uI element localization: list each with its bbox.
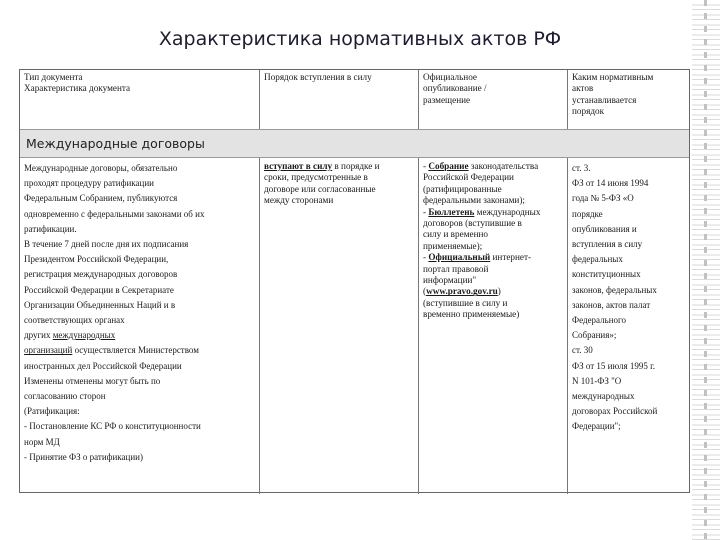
text-span: ) [497,286,501,297]
link-sobranie[interactable]: Собрание [428,161,469,171]
text-line: Собрания»; [572,330,617,341]
text-line: иностранных дел Российской Федерации [24,360,182,371]
cell-entry-force [260,159,418,493]
text-line: договорах Российской [572,406,658,417]
text-span: ( [423,286,427,297]
text-line: вступления в силу [572,239,643,250]
text-line [423,252,563,263]
text-line: временно применяемые) [423,309,520,320]
text-line: Федерации"; [572,421,621,432]
text-line: применяемые); [423,240,483,251]
text-span: - [423,206,429,217]
text-line: сроки, предусмотренные в [264,172,368,183]
text-line: N 101-ФЗ "О [572,375,622,386]
section-band [20,129,689,158]
text-line: законов, федеральных [572,284,657,295]
text-line: ст. 30 [572,345,593,356]
text-line: федеральными законами); [423,195,525,206]
link-bulletin[interactable]: Бюллетень [428,206,475,217]
link-official-portal[interactable]: Официальный [428,252,491,263]
text-line: Организации Объединенных Наций и в [24,299,176,310]
text-line: конституционных [572,269,641,280]
header-text: Тип документа [24,72,83,82]
text-line: между сторонами [264,195,334,206]
torn-paper-edge [692,0,720,540]
header-type [20,70,259,129]
text-span: интернет- [490,252,532,263]
header-text: Официальное [423,72,477,82]
text-line: порядке [572,208,603,219]
header-text: размещение [423,94,471,105]
section-title: Международные договоры [26,136,205,151]
text-line: ратификации. [24,223,77,234]
text-line: портал правовой [423,263,489,274]
header-entry-force [260,70,418,129]
text-line [264,161,414,172]
header-text: Каким нормативным [572,72,654,82]
text-line: законов, актов палат [572,299,651,310]
cell-publication [419,159,567,493]
text-line: Российской Федерации [423,172,514,183]
text-span: - [423,161,429,171]
text-line: ФЗ от 14 июня 1994 [572,178,649,189]
text-line: Изменены отменены могут быть по [24,375,161,386]
text-line: договоре или согласованные [264,183,376,194]
text-line: Президентом Российской Федерации, [24,254,169,265]
text-line: (вступившие в силу и [423,297,508,308]
text-line: соответствующих органах [24,315,125,326]
text-line: (Ратификация: [24,406,80,417]
text-line: В течение 7 дней после дня их подписания [24,239,189,250]
text-line: ст. 3. [572,163,591,173]
text-line: проходят процедуру ратификации [24,178,154,189]
acts-table [19,69,690,493]
text-line: договоров (вступившие в [423,218,522,229]
text-line: информации" [423,275,477,286]
header-text: порядок [572,106,605,117]
header-procedure [568,70,689,129]
text-line: силу и временно [423,229,489,240]
text-line: - Принятие ФЗ о ратификации) [24,451,143,462]
header-text: Порядок вступления в силу [264,72,372,82]
text-line: Международные договоры, обязательно [24,163,178,173]
link-organizations[interactable]: организаций [24,345,73,356]
header-text: актов [572,83,594,94]
text-span: других [24,330,53,341]
page-title: Характеристика нормативных актов РФ [158,28,562,50]
text-line: федеральных [572,254,623,265]
text-line: согласованию сторон [24,391,106,402]
text-line: - Постановление КС РФ о конституционности [24,421,201,432]
text-span: в порядке и [332,161,380,171]
cell-procedure [568,159,689,493]
text-line [423,161,563,172]
text-line: одновременно с федеральными законами об их [24,208,205,219]
header-text: устанавливается [572,94,637,105]
text-line: (ратифицированные [423,183,502,194]
text-line: опубликования и [572,223,637,234]
cell-description [20,159,259,493]
text-line: международных [572,391,635,402]
text-line: норм МД [24,436,60,447]
text-span: законодательства [468,161,539,171]
text-line: регистрация международных договоров [24,269,178,280]
text-line: ФЗ от 15 июля 1995 г. [572,360,656,371]
text-line: Федеральным Собранием, публикуются [24,193,178,204]
header-text: Характеристика документа [24,83,131,94]
text-line [24,343,255,358]
text-line: года № 5-ФЗ «О [572,193,634,204]
text-span: осуществляется Министерством [72,345,199,356]
text-line [423,207,563,218]
text-span: - [423,252,429,263]
link-entry-force[interactable]: вступают в силу [264,161,333,171]
link-pravo-gov[interactable]: www.pravo.gov.ru [426,286,498,297]
header-text: опубликование / [423,83,487,94]
text-span: международных [474,206,541,217]
text-line [423,286,563,297]
text-line: Федерального [572,315,627,326]
header-publication [419,70,567,129]
text-line: Российской Федерации в Секретариате [24,284,174,295]
text-line [24,328,255,343]
link-international[interactable]: международных [52,330,116,341]
